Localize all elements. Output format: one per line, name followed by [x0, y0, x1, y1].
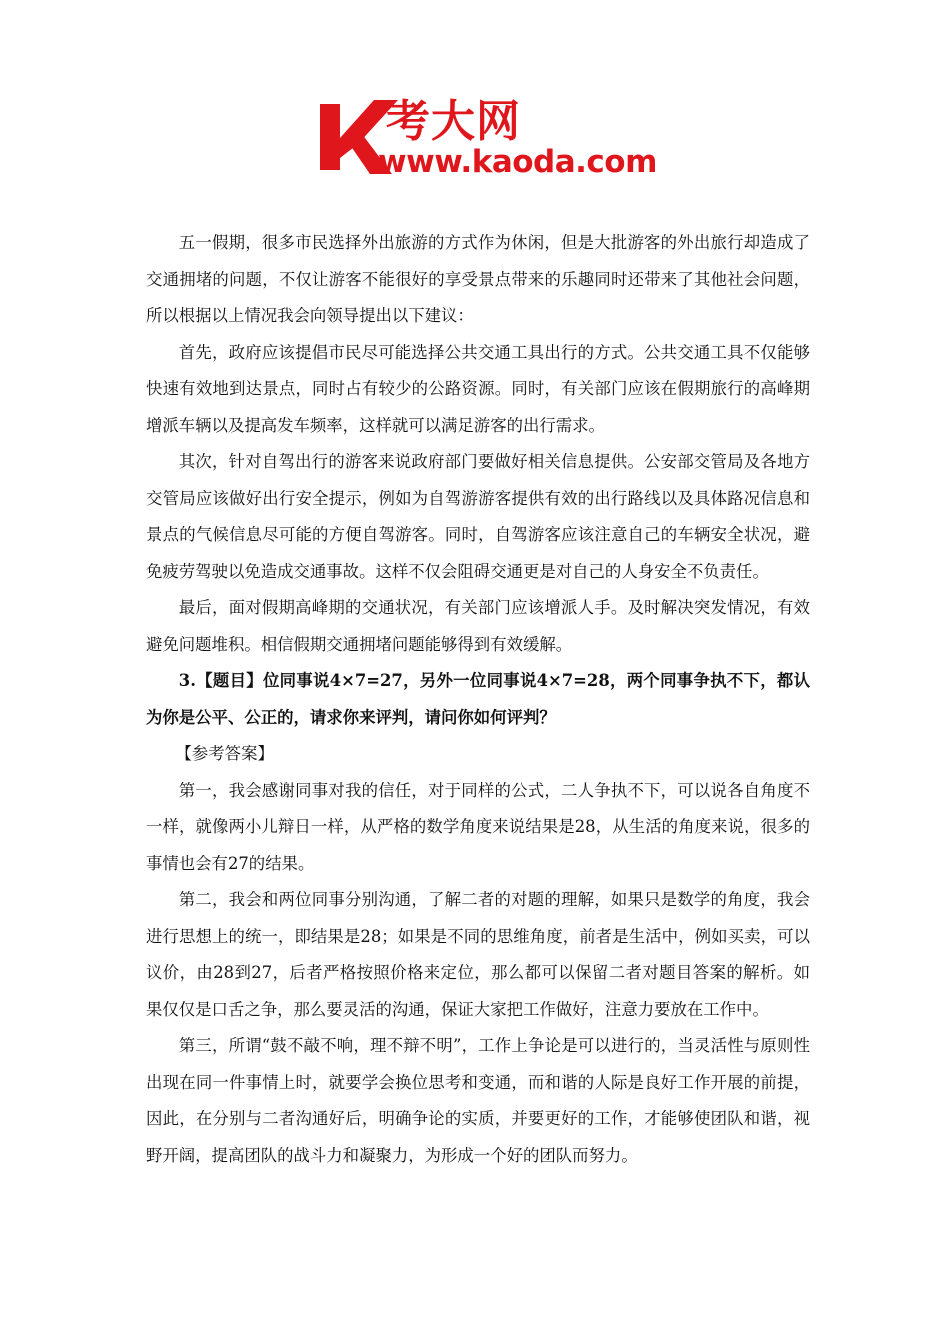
paragraph-second-suggestion: 其次，针对自驾出行的游客来说政府部门要做好相关信息提供。公安部交管局及各地方交管局应该做好出行安全提示，例如为自驾游游客提供有效的出行路线以及具体路况信息和景点的气候信息尽可能的方便自驾游客。同时，自驾游客应该注意自己的车辆安全状况，避免疲劳驾驶以免造成交通事故。这样不仅会阻碍交通更是对自己的人身安全不负责任。	[146, 452, 810, 581]
answer-point-3: 第三，所谓“鼓不敲不响，理不辩不明”，工作上争论是可以进行的，当灵活性与原则性出现在同一件事情上时，就要学会换位思考和变通，而和谐的人际是良好工作开展的前提，因此，在分别与二者沟通好后，明确争论的实质，并要更好的工作，才能够使团队和谐，视野开阔，提高团队的战斗力和凝聚力，为形成一个好的团队而努力。	[146, 1036, 810, 1165]
answer-point-1: 第一，我会感谢同事对我的信任，对于同样的公式，二人争执不下，可以说各自角度不一样，就像两小儿辩日一样，从严格的数学角度来说结果是28，从生活的角度来说，很多的事情也会有27的结果。	[146, 780, 810, 873]
logo-url: www.kaoda.com	[378, 144, 657, 180]
question-3-title: 3.【题目】位同事说4×7=27，另外一位同事说4×7=28，两个同事争执不下，都认为你是公平、公正的，请求你来评判，请问你如何评判？	[146, 671, 810, 727]
kaoda-logo	[318, 96, 657, 184]
reference-answer-heading: 【参考答案】	[175, 744, 274, 763]
paragraph-last-suggestion: 最后，面对假期高峰期的交通状况，有关部门应该增派人手。及时解决突发情况，有效避免问题堆积。相信假期交通拥堵问题能够得到有效缓解。	[146, 598, 810, 654]
paragraph-first-suggestion: 首先，政府应该提倡市民尽可能选择公共交通工具出行的方式。公共交通工具不仅能够快速有效地到达景点，同时占有较少的公路资源。同时，有关部门应该在假期旅行的高峰期增派车辆以及提高发车频率，这样就可以满足游客的出行需求。	[146, 342, 810, 435]
paragraph-intro: 五一假期，很多市民选择外出旅游的方式作为休闲，但是大批游客的外出旅行却造成了交通拥堵的问题，不仅让游客不能很好的享受景点带来的乐趣同时还带来了其他社会问题，所以根据以上情况我会向领导提出以下建议：	[146, 233, 810, 325]
answer-point-2: 第二，我会和两位同事分别沟通，了解二者的对题的理解，如果只是数学的角度，我会进行思想上的统一，即结果是28；如果是不同的思维角度，前者是生活中，例如买卖，可以议价，由28到27，后者严格按照价格来定位，那么都可以保留二者对题目答案的解析。如果仅仅是口舌之争，那么要灵活的沟通，保证大家把工作做好，注意力要放在工作中。	[146, 890, 810, 1019]
document-body	[146, 225, 810, 1174]
logo-title: 考大网	[386, 96, 521, 147]
